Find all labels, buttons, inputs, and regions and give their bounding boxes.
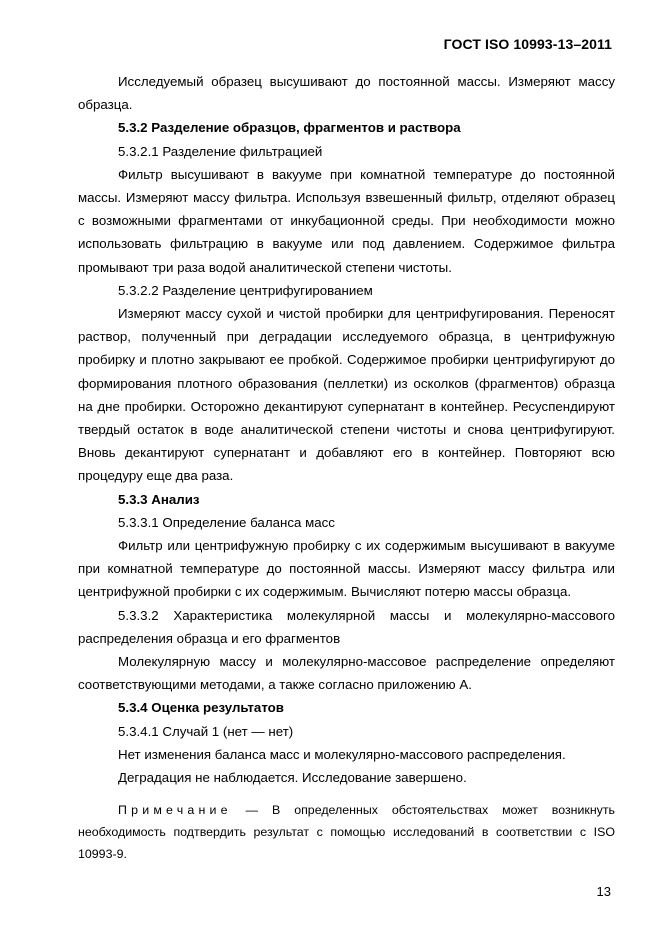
note-label: Примечание xyxy=(118,803,232,818)
page-number: 13 xyxy=(596,884,611,899)
section-heading-5-3-4: 5.3.4 Оценка результатов xyxy=(118,700,284,716)
subsection-heading-5-3-2-1: 5.3.2.1 Разделение фильтрацией xyxy=(118,143,323,159)
note-paragraph xyxy=(78,799,615,865)
body-paragraph: Исследуемый образец высушивают до постоянной массы. Измеряют массу образца. xyxy=(78,74,615,113)
body-paragraph: Нет изменения баланса масс и молекулярно-массового распределения. xyxy=(118,746,566,762)
body-paragraph: Измеряют массу сухой и чистой пробирки для центрифугирования. Переносят раствор, полученный при деградации исследуемого образца, в центрифужную пробирку и плотно закрывают ее пробкой. Содержимое пробирки центрифугируют до формирования плотного образования (пеллетки) из осколков (фрагментов) образца на дне пробирки. Осторожно декантируют супернатант в контейнер. Ресуспендируют твердый остаток в воде аналитической степени чистоты и снова центрифугируют. Вновь декантируют супернатант и добавляют его в контейнер. Повторяют всю процедуру еще два раза. xyxy=(78,306,615,484)
document-body xyxy=(78,70,615,865)
subsection-heading-5-3-4-1: 5.3.4.1 Случай 1 (нет — нет) xyxy=(118,723,294,739)
body-paragraph: Фильтр или центрифужную пробирку с их содержимым высушивают в вакууме при комнатной температуре до постоянной массы. Измеряют массу фильтра или центрифужной пробирки с их содержимым. Вычисляют потерю массы образца. xyxy=(78,538,615,600)
body-paragraph: Деградация не наблюдается. Исследование завершено. xyxy=(118,770,467,786)
section-heading-5-3-3: 5.3.3 Анализ xyxy=(118,491,200,507)
subsection-heading-5-3-3-2: 5.3.3.2 Характеристика молекулярной массы и молекулярно-массового распределения образца и его фрагментов xyxy=(78,607,615,646)
body-paragraph: Молекулярную массу и молекулярно-массовое распределение определяют соответствующими методами, а также согласно приложению А. xyxy=(78,654,615,693)
subsection-heading-5-3-2-2: 5.3.2.2 Разделение центрифугированием xyxy=(118,282,373,298)
body-paragraph: Фильтр высушивают в вакууме при комнатной температуре до постоянной массы. Измеряют массу фильтра. Используя взвешенный фильтр, отделяют образец с возможными фрагментами от инкубационной среды. При необходимости можно использовать фильтрацию в вакууме или под давлением. Содержимое фильтра промывают три раза водой аналитической степени чистоты. xyxy=(78,166,615,275)
note-text: — В определенных обстоятельствах может возникнуть необходимость подтвердить результат с помощью исследований в соответствии с ISO 10993-9. xyxy=(78,803,615,862)
subsection-heading-5-3-3-1: 5.3.3.1 Определение баланса масс xyxy=(118,514,335,530)
document-header: ГОСТ ISO 10993-13–2011 xyxy=(443,36,612,52)
section-heading-5-3-2: 5.3.2 Разделение образцов, фрагментов и раствора xyxy=(118,120,461,136)
